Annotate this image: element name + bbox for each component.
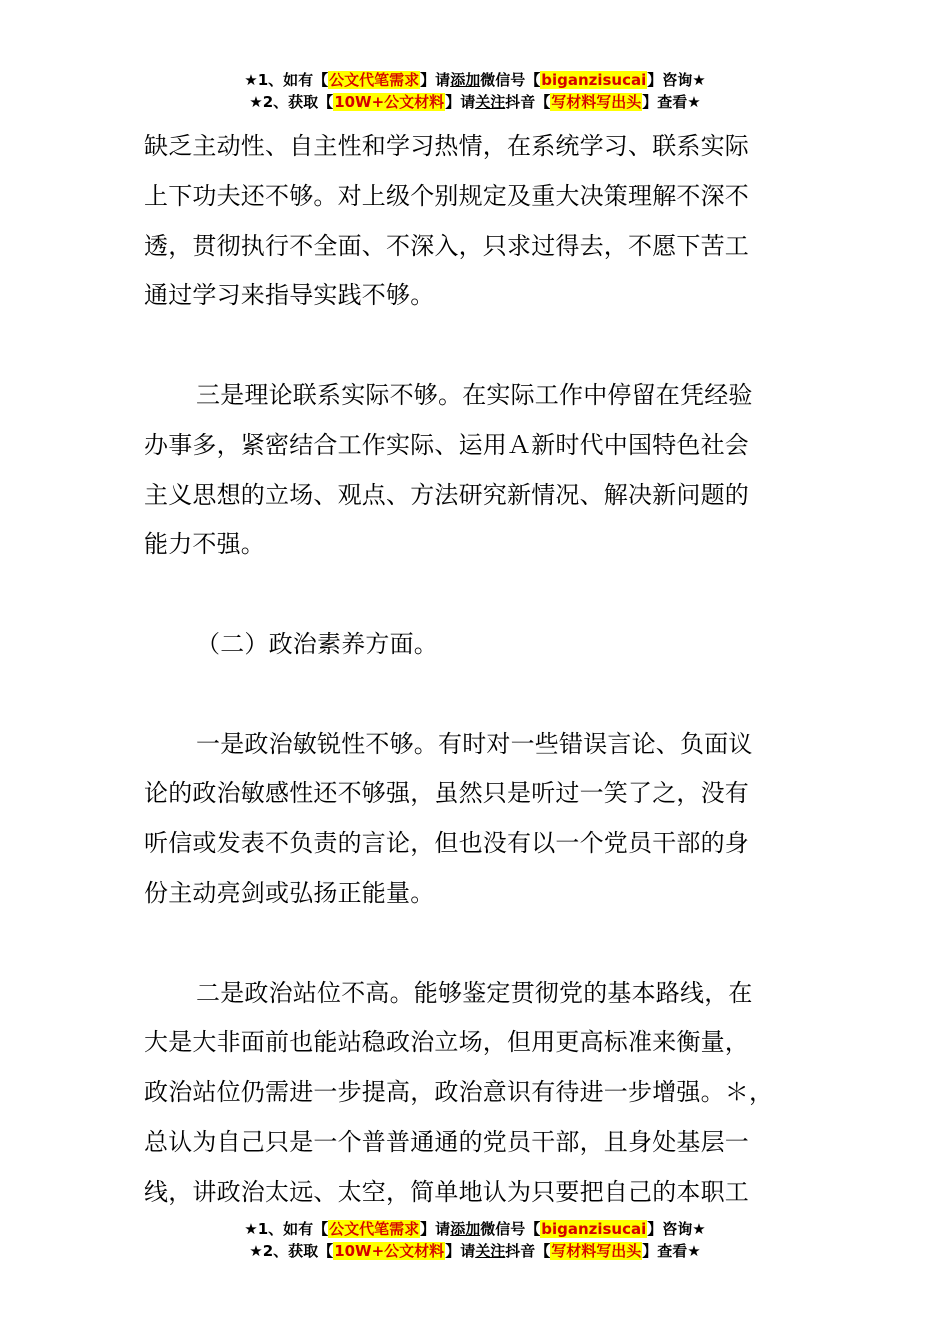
highlight-wechat-id: biganzisucai (541, 71, 647, 89)
paragraph-2: 三是理论联系实际不够。在实际工作中停留在凭经验 办事多，紧密结合工作实际、运用Ａ新时代中国特色社会 主义思想的立场、观点、方法研究新情况、解决新问题的 能力不强。 (144, 380, 753, 559)
highlight-materials: 10W+公文材料 (334, 1242, 445, 1260)
banner-line-1: ★1、如有【公文代笔需求】请添加微信号【biganzisucai】咨询★ (244, 71, 706, 89)
paragraph-3: 一是政治敏锐性不够。有时对一些错误言论、负面议 论的政治敏感性还不够强，虽然只是听过一笑了之，没有 听信或发表不负责的言论，但也没有以一个党员干部的身 份主动亮剑或弘扬正能量。 (144, 729, 753, 907)
banner-line-2: ★2、获取【10W+公文材料】请关注抖音【写材料写出头】查看★ (249, 93, 701, 111)
header-banner (0, 69, 950, 113)
footer-banner (0, 1218, 950, 1262)
highlight-service: 公文代笔需求 (329, 1220, 420, 1238)
document-body (144, 122, 808, 1218)
paragraph-4: 二是政治站位不高。能够鉴定贯彻党的基本路线，在 大是大非面前也能站稳政治立场，但用更高标准来衡量， 政治站位仍需进一步提高，政治意识有待进一步增强。＊， 总认为自己只是一个普普通通的党员干部，且身处基层一 线，讲政治太远、太空，简单地认为只要把自己的本职工 (144, 978, 774, 1206)
highlight-douyin: 写材料写出头 (551, 93, 642, 111)
paragraph-1: 缺乏主动性、自主性和学习热情，在系统学习、联系实际 上下功夫还不够。对上级个别规定及重大决策理解不深不 透，贯彻执行不全面、不深入，只求过得去，不愿下苦工 通过学习来指导实践不够。 (144, 132, 749, 310)
highlight-materials: 10W+公文材料 (334, 93, 445, 111)
banner-line-1: ★1、如有【公文代笔需求】请添加微信号【biganzisucai】咨询★ (244, 1220, 706, 1238)
highlight-service: 公文代笔需求 (329, 71, 420, 89)
section-heading: （二）政治素养方面。 (196, 629, 438, 658)
highlight-douyin: 写材料写出头 (551, 1242, 642, 1260)
highlight-wechat-id: biganzisucai (541, 1220, 647, 1238)
banner-line-2: ★2、获取【10W+公文材料】请关注抖音【写材料写出头】查看★ (249, 1242, 701, 1260)
